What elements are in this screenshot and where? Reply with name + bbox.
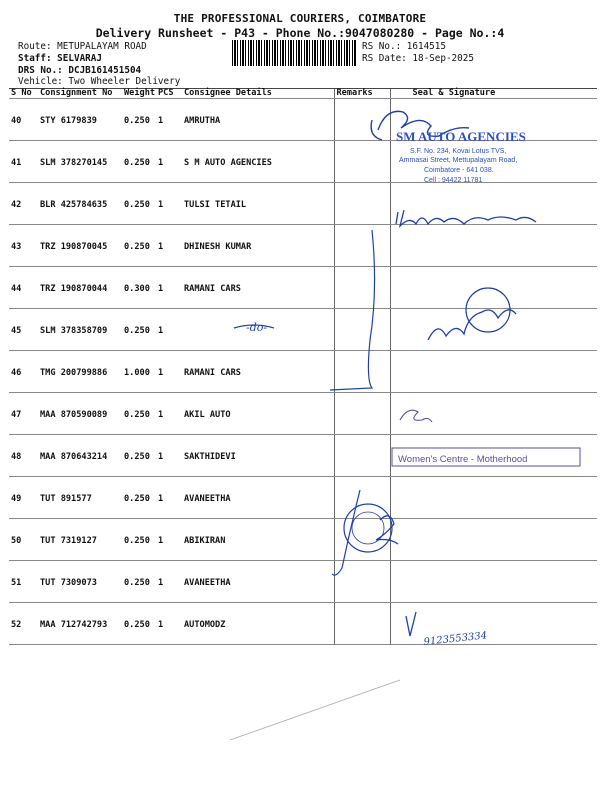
row-remarks (334, 393, 390, 435)
row-weight: 0.250 (122, 183, 156, 225)
row-remarks (334, 141, 390, 183)
row-consignment: TUT 7309073 (38, 561, 122, 603)
row-pcs: 1 (156, 351, 182, 393)
row-consignee: SAKTHIDEVI (182, 435, 334, 477)
runsheet-table (9, 88, 597, 645)
row-remarks (334, 603, 390, 645)
row-seal (390, 267, 597, 309)
row-consignee: AUTOMODZ (182, 603, 334, 645)
row-consignment: STY 6179839 (38, 99, 122, 141)
row-consignee: TULSI TETAIL (182, 183, 334, 225)
table-row (9, 225, 597, 267)
row-seal (390, 225, 597, 267)
row-sno: 40 (9, 99, 38, 141)
table-row (9, 519, 597, 561)
row-consignee: AVANEETHA (182, 477, 334, 519)
row-sno: 46 (9, 351, 38, 393)
row-seal (390, 561, 597, 603)
row-pcs: 1 (156, 183, 182, 225)
row-remarks (334, 309, 390, 351)
col-seal: Seal & Signature (390, 89, 597, 99)
row-sno: 45 (9, 309, 38, 351)
row-sno: 42 (9, 183, 38, 225)
row-remarks (334, 519, 390, 561)
row-weight: 0.300 (122, 267, 156, 309)
strike-line (230, 680, 400, 740)
row-pcs: 1 (156, 519, 182, 561)
ditto-mark: -do- (246, 321, 268, 334)
row-remarks (334, 267, 390, 309)
row-weight: 0.250 (122, 519, 156, 561)
row-weight: 0.250 (122, 225, 156, 267)
row-pcs: 1 (156, 141, 182, 183)
table-row (9, 267, 597, 309)
row-consignee: AKIL AUTO (182, 393, 334, 435)
row-remarks (334, 435, 390, 477)
row-sno: 44 (9, 267, 38, 309)
col-sno: S No (9, 89, 38, 99)
row-pcs: 1 (156, 477, 182, 519)
row-seal (390, 141, 597, 183)
row-seal (390, 351, 597, 393)
row-weight: 0.250 (122, 141, 156, 183)
row-pcs: 1 (156, 267, 182, 309)
col-pcs: PCS (156, 89, 182, 99)
table-row (9, 141, 597, 183)
row-weight: 0.250 (122, 393, 156, 435)
row-weight: 0.250 (122, 477, 156, 519)
row-seal (390, 435, 597, 477)
row-pcs: 1 (156, 603, 182, 645)
col-consignee: Consignee Details (182, 89, 334, 99)
col-weight: Weight (124, 88, 156, 98)
row-weight: 1.000 (122, 351, 156, 393)
vehicle-label: Vehicle: Two Wheeler Delivery (18, 76, 181, 87)
table-row (9, 99, 597, 141)
row-sno: 48 (9, 435, 38, 477)
row-consignee: AVANEETHA (182, 561, 334, 603)
company-title: THE PROFESSIONAL COURIERS, COIMBATORE (173, 12, 427, 25)
row-consignee: RAMANI CARS (182, 351, 334, 393)
row-seal (390, 477, 597, 519)
row-consignee (182, 309, 334, 351)
womens-centre-text: Women's Centre - Motherhood (398, 454, 528, 465)
row-remarks (334, 351, 390, 393)
row-seal (390, 519, 597, 561)
row-consignment: MAA 870643214 (38, 435, 122, 477)
row-seal (390, 99, 597, 141)
row-sno: 50 (9, 519, 38, 561)
row-pcs: 1 (156, 561, 182, 603)
stamp-line: Cell : 94422 11781 (424, 177, 483, 184)
barcode (232, 40, 357, 66)
row-remarks (334, 477, 390, 519)
row-consignee: ABIKIRAN (182, 519, 334, 561)
row-remarks (334, 99, 390, 141)
row-remarks (334, 183, 390, 225)
row-pcs: 1 (156, 99, 182, 141)
row-sno: 47 (9, 393, 38, 435)
row-consignee: RAMANI CARS (182, 267, 334, 309)
row-pcs: 1 (156, 309, 182, 351)
row-sno: 49 (9, 477, 38, 519)
row-consignment: TRZ 190870045 (38, 225, 122, 267)
stamp-line: Ammasai Street, Mettupalayam Road, (399, 157, 518, 164)
table-row (9, 393, 597, 435)
row-consignment: MAA 870590089 (38, 393, 122, 435)
table-row (9, 351, 597, 393)
row-weight: 0.250 (122, 435, 156, 477)
row-remarks (334, 225, 390, 267)
row-consignment: TMG 200799886 (38, 351, 122, 393)
rs-date: RS Date: 18-Sep-2025 (362, 53, 474, 64)
row-sno: 41 (9, 141, 38, 183)
row-pcs: 1 (156, 393, 182, 435)
row-pcs: 1 (156, 435, 182, 477)
handwritten-phone: 9123553334 (423, 630, 488, 648)
table-row (9, 477, 597, 519)
row-weight: 0.250 (122, 561, 156, 603)
row-consignee: AMRUTHA (182, 99, 334, 141)
row-sno: 43 (9, 225, 38, 267)
row-weight: 0.250 (122, 99, 156, 141)
runsheet-subtitle: Delivery Runsheet - P43 - Phone No.:9047080280 - Page No.:4 (95, 26, 505, 40)
row-consignment: TUT 7319127 (38, 519, 122, 561)
col-remarks: Remarks (334, 89, 390, 99)
row-consignment: TUT 891577 (38, 477, 122, 519)
col-consignment: Consignment No (38, 89, 122, 99)
row-sno: 51 (9, 561, 38, 603)
row-consignment: SLM 378358709 (38, 309, 122, 351)
row-consignment: BLR 425784635 (38, 183, 122, 225)
row-seal (390, 309, 597, 351)
drs-label: DRS No.: DCJB161451504 (18, 65, 142, 76)
table-header-row (9, 89, 597, 99)
row-seal (390, 393, 597, 435)
rs-number: RS No.: 1614515 (362, 41, 446, 52)
table-row (9, 309, 597, 351)
row-consignee: S M AUTO AGENCIES (182, 141, 334, 183)
staff-label: Staff: SELVARAJ (18, 53, 102, 64)
row-remarks (334, 561, 390, 603)
row-weight: 0.250 (122, 603, 156, 645)
row-pcs: 1 (156, 225, 182, 267)
stamp-line: S.F. No. 234, Kovai Lotus TVS, (410, 148, 507, 155)
table-row (9, 603, 597, 645)
route-label: Route: METUPALAYAM ROAD (18, 41, 147, 52)
stamp-line: Coimbatore - 641 038. (424, 167, 494, 174)
table-row (9, 183, 597, 225)
row-sno: 52 (9, 603, 38, 645)
table-row (9, 435, 597, 477)
row-seal (390, 183, 597, 225)
table-row (9, 561, 597, 603)
stamp-line: SM AUTO AGENCIES (396, 129, 526, 144)
row-consignment: TRZ 190870044 (38, 267, 122, 309)
row-weight: 0.250 (122, 309, 156, 351)
row-consignee: DHINESH KUMAR (182, 225, 334, 267)
row-seal (390, 603, 597, 645)
row-consignment: MAA 712742793 (38, 603, 122, 645)
row-consignment: SLM 378270145 (38, 141, 122, 183)
